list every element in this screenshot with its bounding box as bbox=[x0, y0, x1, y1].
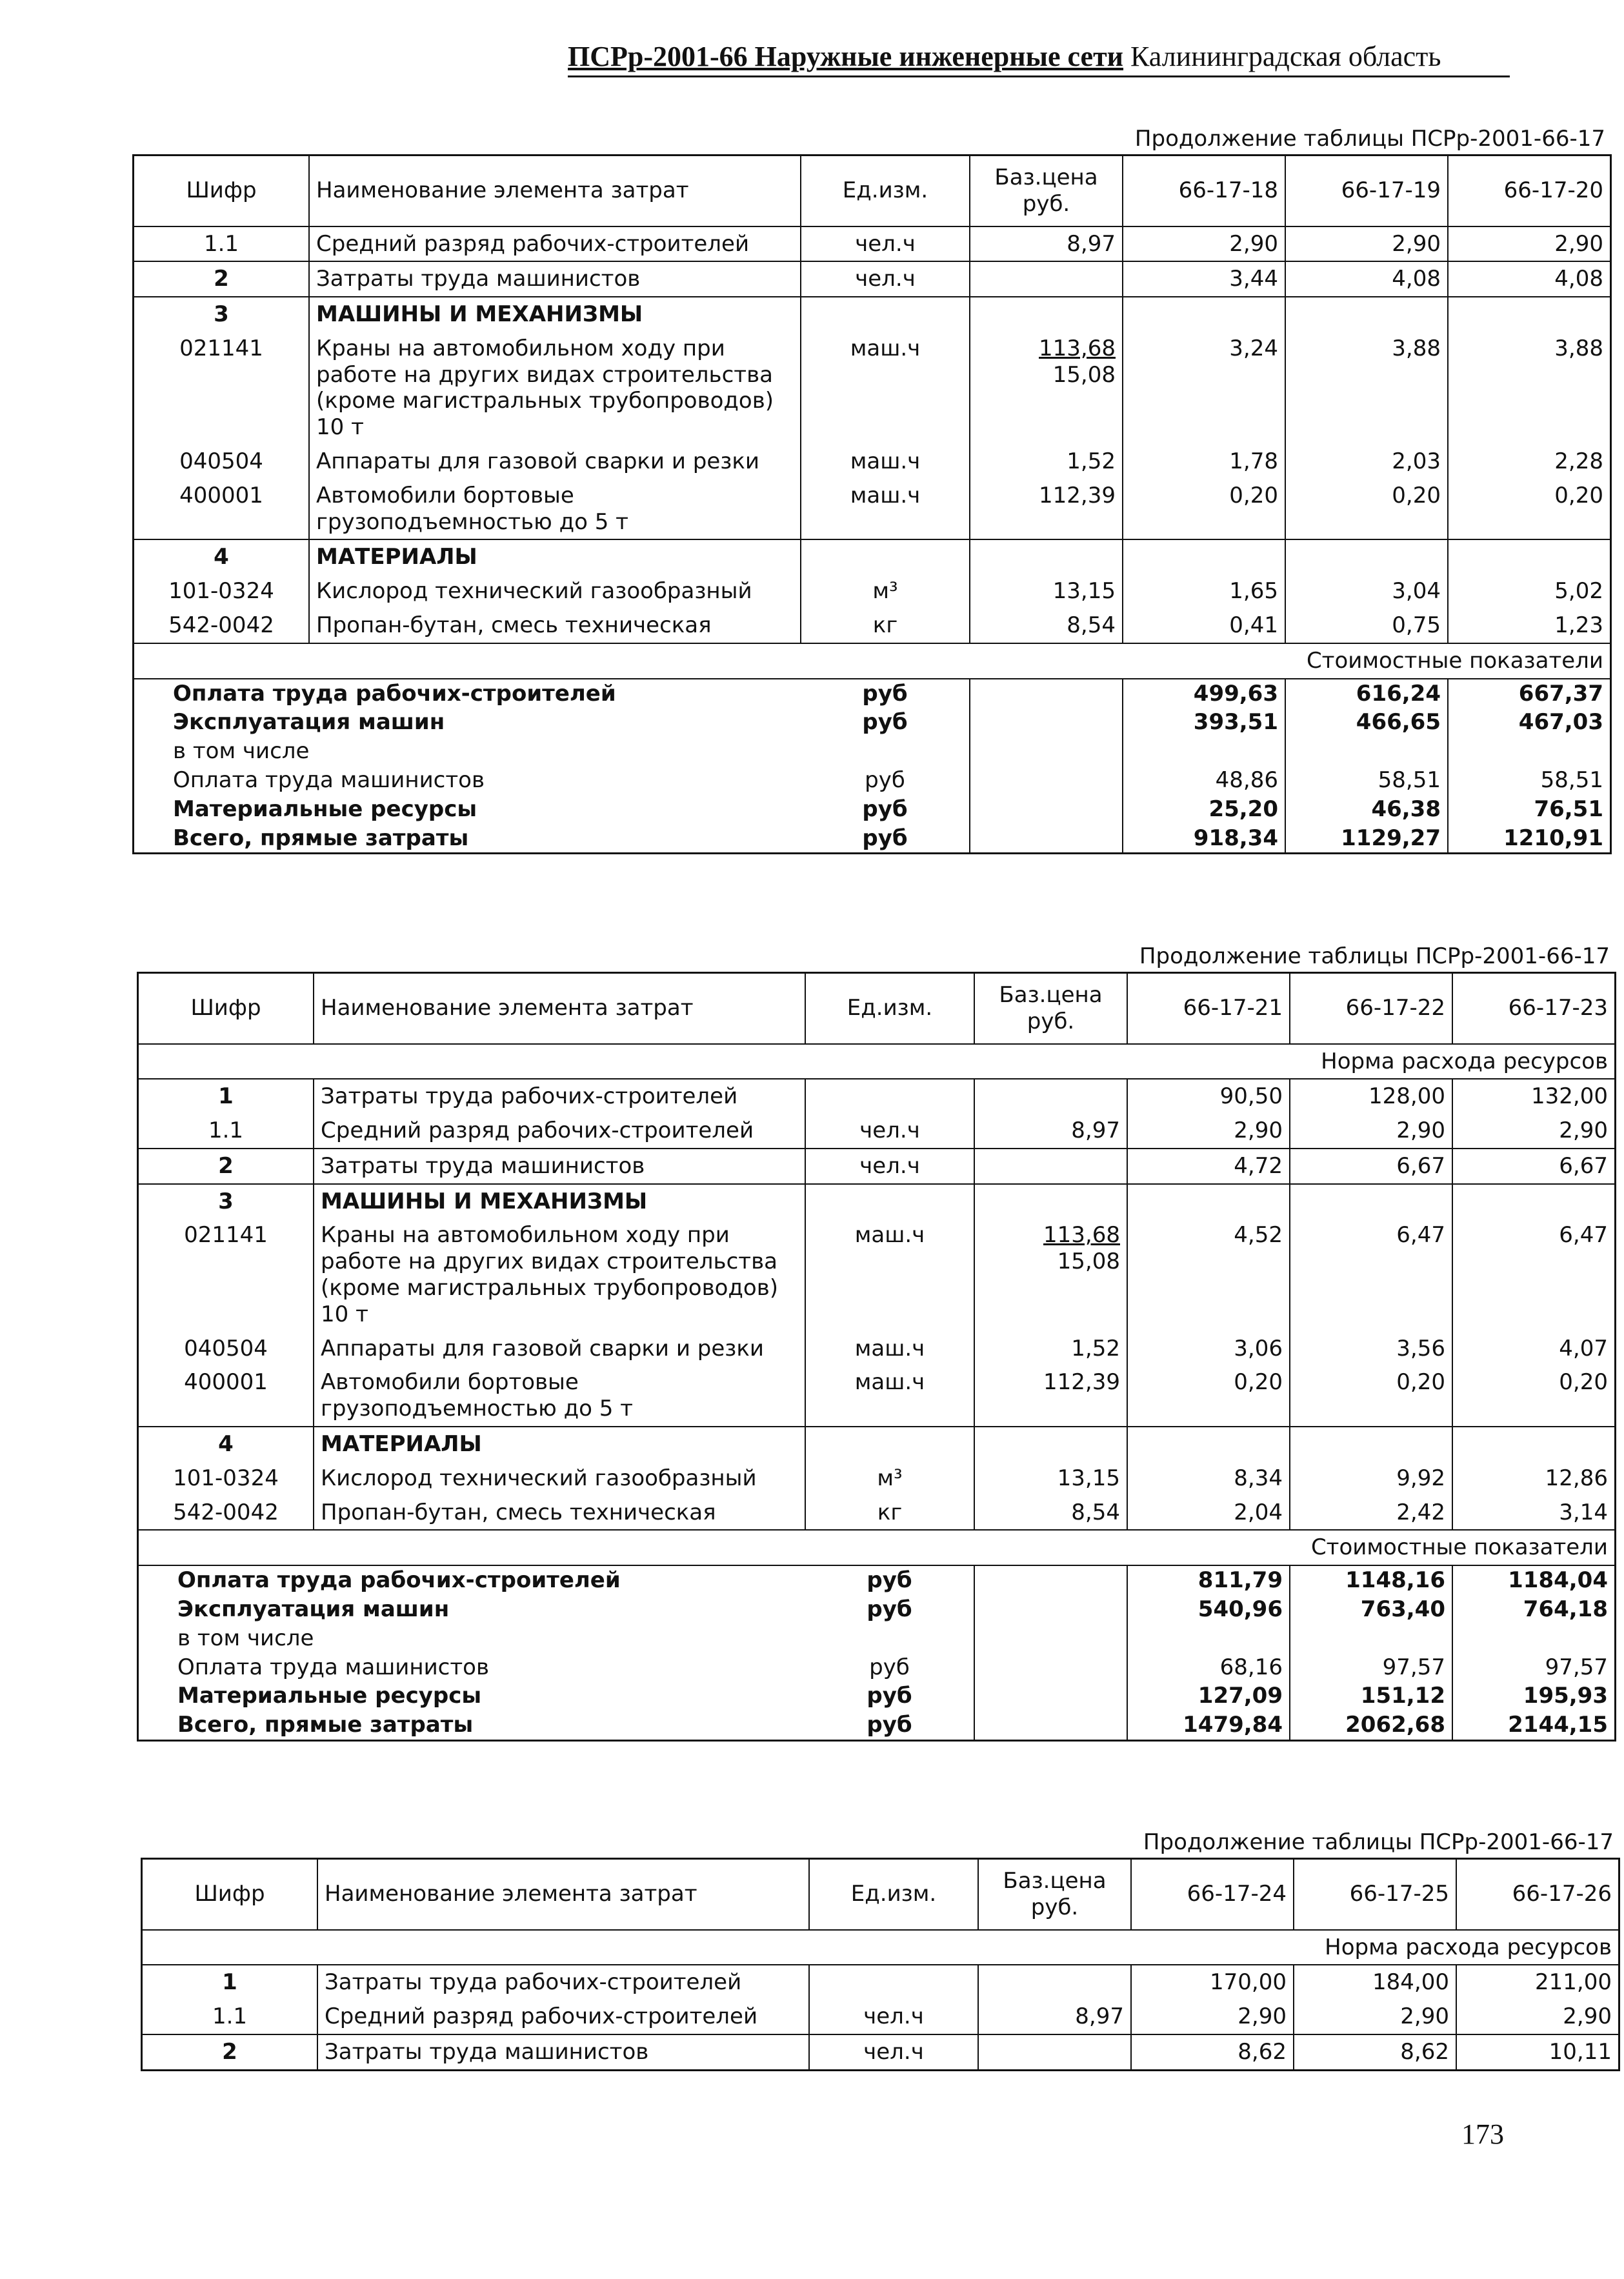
cell-price bbox=[970, 332, 1123, 445]
cell-code: 400001 bbox=[138, 1365, 314, 1427]
cell-price bbox=[974, 1079, 1127, 1114]
cell-name: Средний разряд рабочих-строителей bbox=[309, 226, 801, 262]
cell-unit: кг bbox=[805, 1496, 974, 1531]
cell-value: 8,62 bbox=[1131, 2034, 1294, 2070]
cell-code: 1 bbox=[138, 1079, 314, 1114]
summary-label: Оплата труда рабочих-строителей bbox=[173, 680, 616, 707]
section-title: МАШИНЫ И МЕХАНИЗМЫ bbox=[314, 1184, 805, 1219]
cell-value: 2,03 bbox=[1285, 445, 1448, 479]
cell-value: 3,24 bbox=[1123, 332, 1285, 445]
cell-value: 8,62 bbox=[1294, 2034, 1456, 2070]
summary-unit: руб bbox=[862, 709, 908, 736]
cell-name: Аппараты для газовой сварки и резки bbox=[309, 445, 801, 479]
cell-value: 90,50 bbox=[1127, 1079, 1290, 1114]
cell-value: 0,20 bbox=[1123, 479, 1285, 540]
cost-indicators-label: Стоимостные показатели bbox=[138, 1530, 1616, 1565]
cell-unit: чел.ч bbox=[809, 2034, 978, 2070]
cell-value: 3,44 bbox=[1123, 261, 1285, 297]
summary-unit: руб bbox=[862, 796, 908, 822]
cell-value: 12,86 bbox=[1452, 1461, 1616, 1496]
cell-unit: кг bbox=[801, 608, 970, 643]
table-block-2 bbox=[137, 943, 1616, 1742]
summary-value: 1184,04 bbox=[1452, 1565, 1616, 1595]
header-col-3: 66-17-26 bbox=[1456, 1859, 1619, 1930]
cell-value: 3,88 bbox=[1448, 332, 1611, 445]
header-unit: Ед.изм. bbox=[805, 973, 974, 1044]
table-row bbox=[134, 479, 1611, 540]
table-row bbox=[138, 1365, 1616, 1427]
table-row bbox=[142, 2034, 1619, 2070]
cell-value: 0,75 bbox=[1285, 608, 1448, 643]
cost-label-row bbox=[134, 643, 1611, 679]
summary-value: 25,20 bbox=[1123, 795, 1285, 824]
header-price: Баз.цена руб. bbox=[970, 156, 1123, 226]
summary-unit: руб bbox=[867, 1683, 912, 1709]
cell-value: 6,67 bbox=[1290, 1149, 1452, 1184]
cell-name: Автомобили бортовые грузоподъемностью до 5 т bbox=[309, 479, 801, 540]
table-caption: Продолжение таблицы ПСРр-2001-66-17 bbox=[1143, 1829, 1614, 1855]
summary-value: 918,34 bbox=[1123, 824, 1285, 854]
summary-value: 58,51 bbox=[1285, 766, 1448, 795]
cell-code: 542-0042 bbox=[134, 608, 310, 643]
summary-row bbox=[138, 1653, 1616, 1682]
summary-row bbox=[134, 737, 1611, 766]
cell-value: 3,56 bbox=[1290, 1332, 1452, 1366]
cell-value: 2,90 bbox=[1294, 2000, 1456, 2034]
header-col-3: 66-17-23 bbox=[1452, 973, 1616, 1044]
table-row bbox=[142, 1965, 1619, 2000]
cell-name: Затраты труда рабочих-строителей bbox=[314, 1079, 805, 1114]
cell-price: 1,52 bbox=[974, 1332, 1127, 1366]
section-row bbox=[138, 1184, 1616, 1219]
cell-code: 021141 bbox=[138, 1218, 314, 1331]
cell-name: Пропан-бутан, смесь техническая bbox=[314, 1496, 805, 1531]
summary-value: 48,86 bbox=[1123, 766, 1285, 795]
summary-value: 667,37 bbox=[1448, 679, 1611, 708]
cell-name: Краны на автомобильном ходу при работе на других видах строительства (кроме магистральных трубопроводов) 10 т bbox=[309, 332, 801, 445]
region-name: Калининградская область bbox=[1130, 41, 1441, 72]
section-row bbox=[134, 539, 1611, 574]
header-col-3: 66-17-20 bbox=[1448, 156, 1611, 226]
cell-unit bbox=[809, 1965, 978, 2000]
section-row bbox=[138, 1427, 1616, 1461]
cell-value: 8,34 bbox=[1127, 1461, 1290, 1496]
summary-row bbox=[138, 1565, 1616, 1595]
summary-row bbox=[134, 708, 1611, 737]
cell-unit: чел.ч bbox=[805, 1114, 974, 1149]
cell-value: 6,67 bbox=[1452, 1149, 1616, 1184]
cell-value: 2,04 bbox=[1127, 1496, 1290, 1531]
summary-value: 1148,16 bbox=[1290, 1565, 1452, 1595]
header-code: Шифр bbox=[142, 1859, 318, 1930]
cell-unit: маш.ч bbox=[805, 1332, 974, 1366]
summary-unit: руб bbox=[865, 767, 905, 794]
cell-code: 101-0324 bbox=[134, 574, 310, 608]
cell-code: 1 bbox=[142, 1965, 318, 2000]
summary-value: 2144,15 bbox=[1452, 1711, 1616, 1740]
cell-value: 3,88 bbox=[1285, 332, 1448, 445]
summary-value: 1479,84 bbox=[1127, 1711, 1290, 1740]
price-labor: 15,08 bbox=[1057, 1249, 1120, 1275]
summary-unit: руб bbox=[867, 1712, 912, 1738]
table-row bbox=[134, 261, 1611, 297]
cell-value: 184,00 bbox=[1294, 1965, 1456, 2000]
resource-table-1 bbox=[132, 154, 1612, 854]
summary-row bbox=[138, 1595, 1616, 1624]
table-row bbox=[134, 608, 1611, 643]
cell-value: 2,90 bbox=[1127, 1114, 1290, 1149]
resource-table-3 bbox=[141, 1858, 1620, 2071]
header-name: Наименование элемента затрат bbox=[317, 1859, 809, 1930]
summary-row bbox=[138, 1711, 1616, 1740]
table-row bbox=[134, 445, 1611, 479]
table-row bbox=[138, 1149, 1616, 1184]
cell-value: 128,00 bbox=[1290, 1079, 1452, 1114]
cell-name: Кислород технический газообразный bbox=[314, 1461, 805, 1496]
running-head bbox=[568, 40, 1510, 77]
cell-name: Средний разряд рабочих-строителей bbox=[317, 2000, 809, 2034]
table-block-3 bbox=[141, 1829, 1620, 2071]
cell-unit: чел.ч bbox=[805, 1149, 974, 1184]
summary-label: Материальные ресурсы bbox=[177, 1683, 482, 1709]
cell-name: Аппараты для газовой сварки и резки bbox=[314, 1332, 805, 1366]
cell-price: 8,97 bbox=[970, 226, 1123, 262]
header-price: Баз.цена руб. bbox=[974, 973, 1127, 1044]
cost-label-row bbox=[138, 1530, 1616, 1565]
norm-label-row bbox=[142, 1930, 1619, 1965]
header-col-1: 66-17-18 bbox=[1123, 156, 1285, 226]
header-col-2: 66-17-25 bbox=[1294, 1859, 1456, 1930]
cell-value: 2,90 bbox=[1290, 1114, 1452, 1149]
summary-label: в том числе bbox=[177, 1625, 314, 1651]
resource-norm-label: Норма расхода ресурсов bbox=[142, 1930, 1619, 1965]
summary-value: 1129,27 bbox=[1285, 824, 1448, 854]
table-row bbox=[138, 1332, 1616, 1366]
summary-unit: руб bbox=[869, 1654, 910, 1680]
summary-value: 616,24 bbox=[1285, 679, 1448, 708]
cell-name: Пропан-бутан, смесь техническая bbox=[309, 608, 801, 643]
section-title: МАТЕРИАЛЫ bbox=[309, 539, 801, 574]
cell-value: 6,47 bbox=[1452, 1218, 1616, 1331]
cell-unit: м³ bbox=[801, 574, 970, 608]
header-unit: Ед.изм. bbox=[801, 156, 970, 226]
price-total: 113,68 bbox=[1043, 1222, 1120, 1249]
summary-value: 97,57 bbox=[1452, 1653, 1616, 1682]
cell-code: 1.1 bbox=[134, 226, 310, 262]
cell-value: 211,00 bbox=[1456, 1965, 1619, 2000]
cell-unit: чел.ч bbox=[801, 261, 970, 297]
cell-value: 0,41 bbox=[1123, 608, 1285, 643]
section-title: МАТЕРИАЛЫ bbox=[314, 1427, 805, 1461]
summary-value: 76,51 bbox=[1448, 795, 1611, 824]
section-code: 3 bbox=[138, 1184, 314, 1219]
cell-price bbox=[978, 1965, 1131, 2000]
cell-code: 2 bbox=[138, 1149, 314, 1184]
cell-value: 170,00 bbox=[1131, 1965, 1294, 2000]
cell-code: 2 bbox=[142, 2034, 318, 2070]
summary-row bbox=[134, 766, 1611, 795]
summary-value: 764,18 bbox=[1452, 1595, 1616, 1624]
cell-price: 13,15 bbox=[974, 1461, 1127, 1496]
summary-row bbox=[134, 795, 1611, 824]
cell-code: 040504 bbox=[138, 1332, 314, 1366]
cell-price bbox=[970, 261, 1123, 297]
header-col-2: 66-17-19 bbox=[1285, 156, 1448, 226]
table-row bbox=[134, 226, 1611, 262]
cell-code: 1.1 bbox=[138, 1114, 314, 1149]
norm-label-row bbox=[138, 1044, 1616, 1079]
cell-value: 2,90 bbox=[1285, 226, 1448, 262]
header-name: Наименование элемента затрат bbox=[314, 973, 805, 1044]
summary-value: 2062,68 bbox=[1290, 1711, 1452, 1740]
summary-row bbox=[134, 824, 1611, 854]
summary-label: Оплата труда машинистов bbox=[177, 1654, 490, 1680]
resource-table-2 bbox=[137, 972, 1616, 1742]
summary-value: 195,93 bbox=[1452, 1682, 1616, 1711]
summary-value: 127,09 bbox=[1127, 1682, 1290, 1711]
cost-indicators-label: Стоимостные показатели bbox=[134, 643, 1611, 679]
cell-unit: чел.ч bbox=[801, 226, 970, 262]
table-row bbox=[138, 1114, 1616, 1149]
table-caption: Продолжение таблицы ПСРр-2001-66-17 bbox=[1139, 943, 1610, 969]
cell-price: 8,54 bbox=[970, 608, 1123, 643]
summary-label: Эксплуатация машин bbox=[173, 709, 445, 736]
cell-value: 2,42 bbox=[1290, 1496, 1452, 1531]
cell-price: 112,39 bbox=[974, 1365, 1127, 1427]
header-col-1: 66-17-21 bbox=[1127, 973, 1290, 1044]
cell-name: Средний разряд рабочих-строителей bbox=[314, 1114, 805, 1149]
summary-value: 466,65 bbox=[1285, 708, 1448, 737]
cell-value: 3,06 bbox=[1127, 1332, 1290, 1366]
cell-code: 2 bbox=[134, 261, 310, 297]
cell-value: 10,11 bbox=[1456, 2034, 1619, 2070]
cell-unit: маш.ч bbox=[805, 1218, 974, 1331]
section-code: 4 bbox=[134, 539, 310, 574]
table-block-1 bbox=[132, 126, 1612, 854]
summary-label: в том числе bbox=[173, 738, 310, 765]
cell-value: 4,08 bbox=[1285, 261, 1448, 297]
cell-value: 2,28 bbox=[1448, 445, 1611, 479]
cell-value: 3,14 bbox=[1452, 1496, 1616, 1531]
cell-value: 0,20 bbox=[1285, 479, 1448, 540]
cell-value: 3,04 bbox=[1285, 574, 1448, 608]
cell-price bbox=[974, 1218, 1127, 1331]
summary-row bbox=[138, 1624, 1616, 1653]
cell-name: Затраты труда рабочих-строителей bbox=[317, 1965, 809, 2000]
cell-unit: маш.ч bbox=[805, 1365, 974, 1427]
summary-label: Всего, прямые затраты bbox=[173, 825, 469, 851]
header-price: Баз.цена руб. bbox=[978, 1859, 1131, 1930]
cell-unit bbox=[805, 1079, 974, 1114]
page-number: 173 bbox=[1461, 2118, 1504, 2150]
summary-unit: руб bbox=[867, 1596, 912, 1623]
cell-price: 8,97 bbox=[978, 2000, 1131, 2034]
cell-unit: маш.ч bbox=[801, 479, 970, 540]
summary-value: 151,12 bbox=[1290, 1682, 1452, 1711]
header-name: Наименование элемента затрат bbox=[309, 156, 801, 226]
cell-value: 2,90 bbox=[1452, 1114, 1616, 1149]
cell-code: 542-0042 bbox=[138, 1496, 314, 1531]
price-labor: 15,08 bbox=[1052, 361, 1116, 388]
cell-name: Автомобили бортовые грузоподъемностью до 5 т bbox=[314, 1365, 805, 1427]
summary-value: 393,51 bbox=[1123, 708, 1285, 737]
table-row bbox=[138, 1496, 1616, 1531]
cell-value: 1,23 bbox=[1448, 608, 1611, 643]
summary-unit: руб bbox=[862, 680, 908, 707]
cell-unit: м³ bbox=[805, 1461, 974, 1496]
cell-unit: маш.ч bbox=[801, 332, 970, 445]
table-caption: Продолжение таблицы ПСРр-2001-66-17 bbox=[1134, 126, 1605, 152]
table-row bbox=[138, 1079, 1616, 1114]
cell-name: Кислород технический газообразный bbox=[309, 574, 801, 608]
header-col-2: 66-17-22 bbox=[1290, 973, 1452, 1044]
cell-price: 8,54 bbox=[974, 1496, 1127, 1531]
section-row bbox=[134, 297, 1611, 332]
section-code: 3 bbox=[134, 297, 310, 332]
cell-value: 4,07 bbox=[1452, 1332, 1616, 1366]
cell-value: 0,20 bbox=[1127, 1365, 1290, 1427]
summary-value: 1210,91 bbox=[1448, 824, 1611, 854]
cell-value: 2,90 bbox=[1131, 2000, 1294, 2034]
summary-label: Оплата труда рабочих-строителей bbox=[177, 1567, 621, 1594]
cell-price: 112,39 bbox=[970, 479, 1123, 540]
cell-name: Затраты труда машинистов bbox=[317, 2034, 809, 2070]
cell-code: 021141 bbox=[134, 332, 310, 445]
collection-title: ПСРр-2001-66 Наружные инженерные сети bbox=[568, 41, 1124, 72]
summary-value: 763,40 bbox=[1290, 1595, 1452, 1624]
summary-value: 46,38 bbox=[1285, 795, 1448, 824]
cell-value: 0,20 bbox=[1452, 1365, 1616, 1427]
cell-code: 101-0324 bbox=[138, 1461, 314, 1496]
cell-name: Краны на автомобильном ходу при работе на других видах строительства (кроме магистральных трубопроводов) 10 т bbox=[314, 1218, 805, 1331]
summary-label: Всего, прямые затраты bbox=[177, 1712, 474, 1738]
cell-value: 4,72 bbox=[1127, 1149, 1290, 1184]
summary-value: 97,57 bbox=[1290, 1653, 1452, 1682]
cell-value: 5,02 bbox=[1448, 574, 1611, 608]
cell-value: 0,20 bbox=[1290, 1365, 1452, 1427]
summary-label: Эксплуатация машин bbox=[177, 1596, 450, 1623]
header-code: Шифр bbox=[134, 156, 310, 226]
cell-value: 2,90 bbox=[1448, 226, 1611, 262]
section-title: МАШИНЫ И МЕХАНИЗМЫ bbox=[309, 297, 801, 332]
summary-value: 540,96 bbox=[1127, 1595, 1290, 1624]
cell-value: 1,78 bbox=[1123, 445, 1285, 479]
cell-price: 13,15 bbox=[970, 574, 1123, 608]
summary-value: 811,79 bbox=[1127, 1565, 1290, 1595]
cell-value: 4,52 bbox=[1127, 1218, 1290, 1331]
table-row bbox=[138, 1461, 1616, 1496]
header-unit: Ед.изм. bbox=[809, 1859, 978, 1930]
cell-unit: чел.ч bbox=[809, 2000, 978, 2034]
table-row bbox=[134, 332, 1611, 445]
cell-unit: маш.ч bbox=[801, 445, 970, 479]
cell-price: 1,52 bbox=[970, 445, 1123, 479]
cell-price: 8,97 bbox=[974, 1114, 1127, 1149]
summary-row bbox=[138, 1682, 1616, 1711]
cell-value: 2,90 bbox=[1123, 226, 1285, 262]
cell-name: Затраты труда машинистов bbox=[309, 261, 801, 297]
summary-unit: руб bbox=[867, 1567, 912, 1594]
cell-value: 4,08 bbox=[1448, 261, 1611, 297]
cell-value: 9,92 bbox=[1290, 1461, 1452, 1496]
cell-price bbox=[978, 2034, 1131, 2070]
summary-unit: руб bbox=[862, 825, 908, 851]
cell-code: 400001 bbox=[134, 479, 310, 540]
table-row bbox=[134, 574, 1611, 608]
price-total: 113,68 bbox=[1039, 335, 1116, 361]
cell-code: 040504 bbox=[134, 445, 310, 479]
cell-value: 6,47 bbox=[1290, 1218, 1452, 1331]
cell-value: 1,65 bbox=[1123, 574, 1285, 608]
summary-value: 58,51 bbox=[1448, 766, 1611, 795]
cell-price bbox=[974, 1149, 1127, 1184]
summary-value: 68,16 bbox=[1127, 1653, 1290, 1682]
header-code: Шифр bbox=[138, 973, 314, 1044]
section-code: 4 bbox=[138, 1427, 314, 1461]
cell-value: 132,00 bbox=[1452, 1079, 1616, 1114]
summary-value: 467,03 bbox=[1448, 708, 1611, 737]
summary-label: Оплата труда машинистов bbox=[173, 767, 485, 794]
table-row bbox=[138, 1218, 1616, 1331]
summary-value: 499,63 bbox=[1123, 679, 1285, 708]
header-col-1: 66-17-24 bbox=[1131, 1859, 1294, 1930]
summary-label: Материальные ресурсы bbox=[173, 796, 477, 822]
cell-code: 1.1 bbox=[142, 2000, 318, 2034]
cell-value: 2,90 bbox=[1456, 2000, 1619, 2034]
summary-row bbox=[134, 679, 1611, 708]
resource-norm-label: Норма расхода ресурсов bbox=[138, 1044, 1616, 1079]
table-row bbox=[142, 2000, 1619, 2034]
cell-value: 0,20 bbox=[1448, 479, 1611, 540]
cell-name: Затраты труда машинистов bbox=[314, 1149, 805, 1184]
